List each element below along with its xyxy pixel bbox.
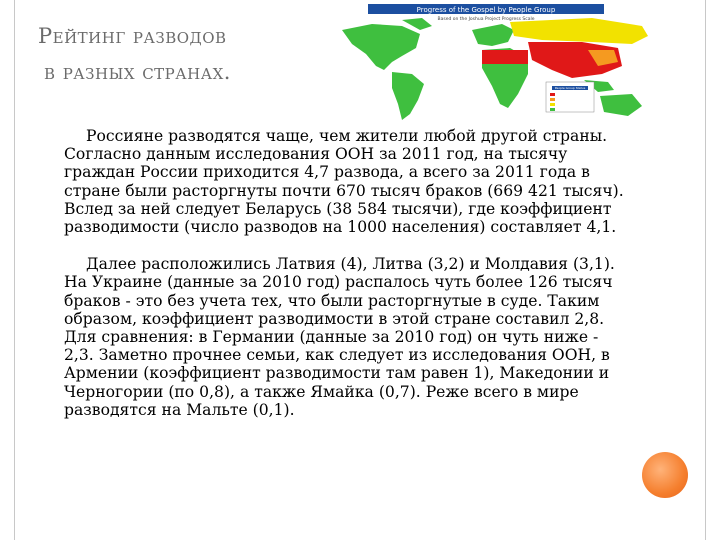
slide-body — [64, 127, 624, 419]
paragraph-2: Далее расположились Латвия (4), Литва (3,2) и Молдавия (3,1). На Украине (данные за 2010 год) распалось чуть более 126 тысяч браков - это без учета тех, что были расторгнутые в суде. Таким образом, коэффициент разводимости в этой стране составил 2,8. Для сравнения: в Германии (данные за 2010 год) он чуть ниже - 2,3. Заметно прочнее семьи, как следует из исследования ООН, в Армении (коэффициент разводимости там равен 1), Македонии и Черногории (по 0,8), а также Ямайка (0,7). Реже всего в мире разводятся на Мальте (0,1). — [64, 255, 615, 419]
world-map-svg — [332, 0, 672, 122]
north-africa-shape — [482, 50, 528, 64]
map-subtitle: Based on the Joshua Project Progress Scale — [437, 17, 535, 22]
paragraph-1: Россияне разводятся чаще, чем жители любой другой страны. Согласно данным исследования ООН за 2011 год, на тысячу граждан России приходится 4,7 развода, а всего за 2011 года в стране были расторгнуты почти 670 тысяч браков (669 421 тысяч). Вслед за ней следует Беларусь (38 584 тысячи), где коэффициент разводимости (число разводов на 1000 населения) составляет 4,1. — [64, 127, 624, 237]
map-legend-title: People Group Status — [554, 86, 586, 91]
title-line-2: в разных странах. — [44, 60, 231, 84]
map-title: Progress of the Gospel by People Group — [416, 6, 556, 14]
slide-title — [38, 18, 231, 90]
title-line-1: Рейтинг разводов — [38, 24, 227, 48]
orange-circle-decoration — [642, 452, 688, 498]
world-map-image — [332, 0, 672, 122]
